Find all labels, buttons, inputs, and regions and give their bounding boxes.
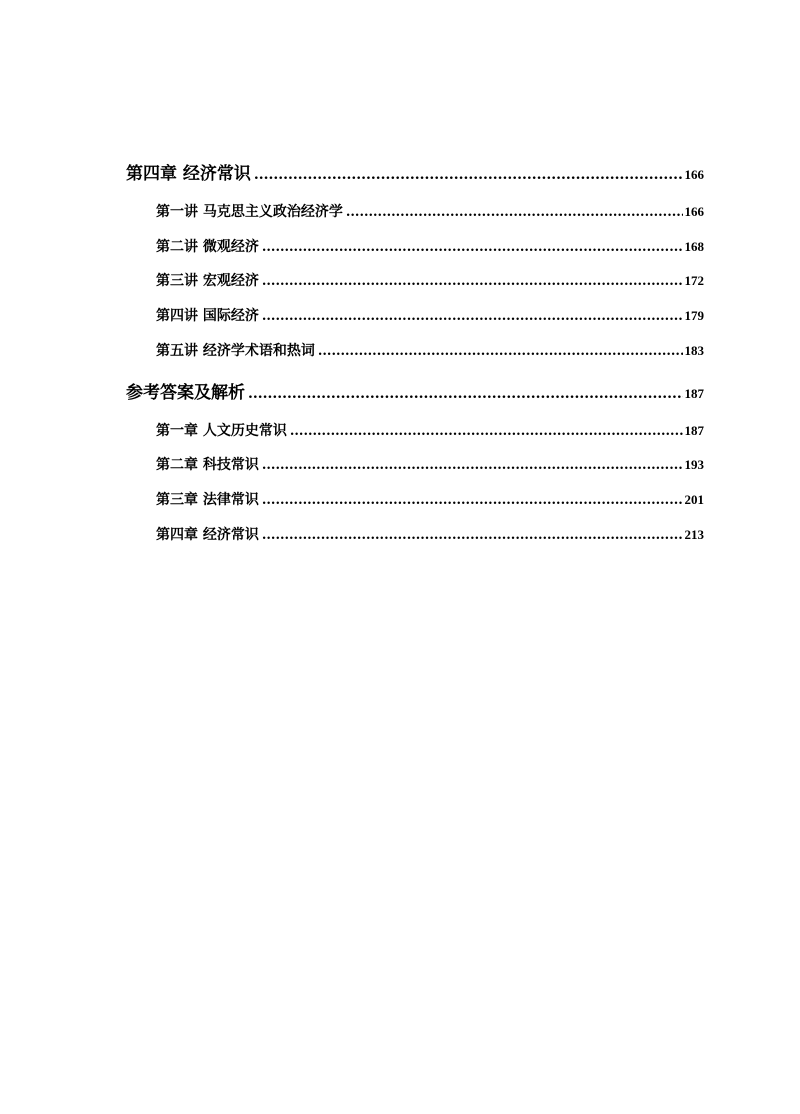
toc-page-number: 166: [684, 204, 704, 219]
toc-entry-title: 第四章 经济常识: [156, 527, 259, 543]
toc-leader-dots: [290, 424, 683, 439]
toc-leader-dots: [248, 386, 683, 402]
toc-entry-lecture3[interactable]: [156, 270, 704, 290]
toc-entry-title: 第三讲 宏观经济: [156, 273, 259, 289]
toc-entry-title: 第四讲 国际经济: [156, 308, 259, 324]
toc-entry-lecture1[interactable]: [156, 201, 704, 221]
toc-leader-dots: [262, 493, 683, 508]
toc-entry-title: 第一章 人文历史常识: [156, 423, 287, 439]
toc-leader-dots: [346, 205, 683, 220]
toc-entry-title: 第四章 经济常识: [126, 164, 251, 184]
toc-leader-dots: [262, 240, 683, 255]
toc-leader-dots: [254, 167, 683, 183]
toc-entry-title: 第三章 法律常识: [156, 492, 259, 508]
toc-entry-title: 第五讲 经济学术语和热词: [156, 343, 315, 359]
toc-page-number: 201: [684, 492, 704, 507]
toc-page-number: 166: [684, 167, 704, 182]
toc-page-number: 172: [684, 273, 704, 288]
toc-page-number: 168: [684, 239, 704, 254]
toc-entry-chapter4[interactable]: [126, 159, 704, 184]
toc-entry-answers[interactable]: [126, 378, 704, 403]
toc-leader-dots: [262, 274, 683, 289]
toc-entry-answers-chapter1[interactable]: [156, 420, 704, 440]
toc-entry-title: 第二章 科技常识: [156, 457, 259, 473]
toc-leader-dots: [262, 528, 683, 543]
toc-page-number: 179: [684, 308, 704, 323]
toc-page-number: 193: [684, 457, 704, 472]
toc-entry-lecture2[interactable]: [156, 236, 704, 256]
toc-entry-answers-chapter2[interactable]: [156, 454, 704, 474]
toc-page-number: 187: [684, 386, 704, 401]
toc-leader-dots: [318, 344, 683, 359]
toc-entry-answers-chapter4[interactable]: [156, 524, 704, 544]
toc-page-number: 187: [684, 423, 704, 438]
toc-entry-answers-chapter3[interactable]: [156, 489, 704, 509]
toc-entry-title: 第二讲 微观经济: [156, 239, 259, 255]
toc-entry-title: 参考答案及解析: [126, 383, 245, 403]
toc-page-number: 183: [684, 343, 704, 358]
toc-page-number: 213: [684, 527, 704, 542]
toc-entry-lecture5[interactable]: [156, 340, 704, 360]
toc-entry-title: 第一讲 马克思主义政治经济学: [156, 204, 343, 220]
toc-leader-dots: [262, 309, 683, 324]
toc-entry-lecture4[interactable]: [156, 305, 704, 325]
toc-leader-dots: [262, 458, 683, 473]
